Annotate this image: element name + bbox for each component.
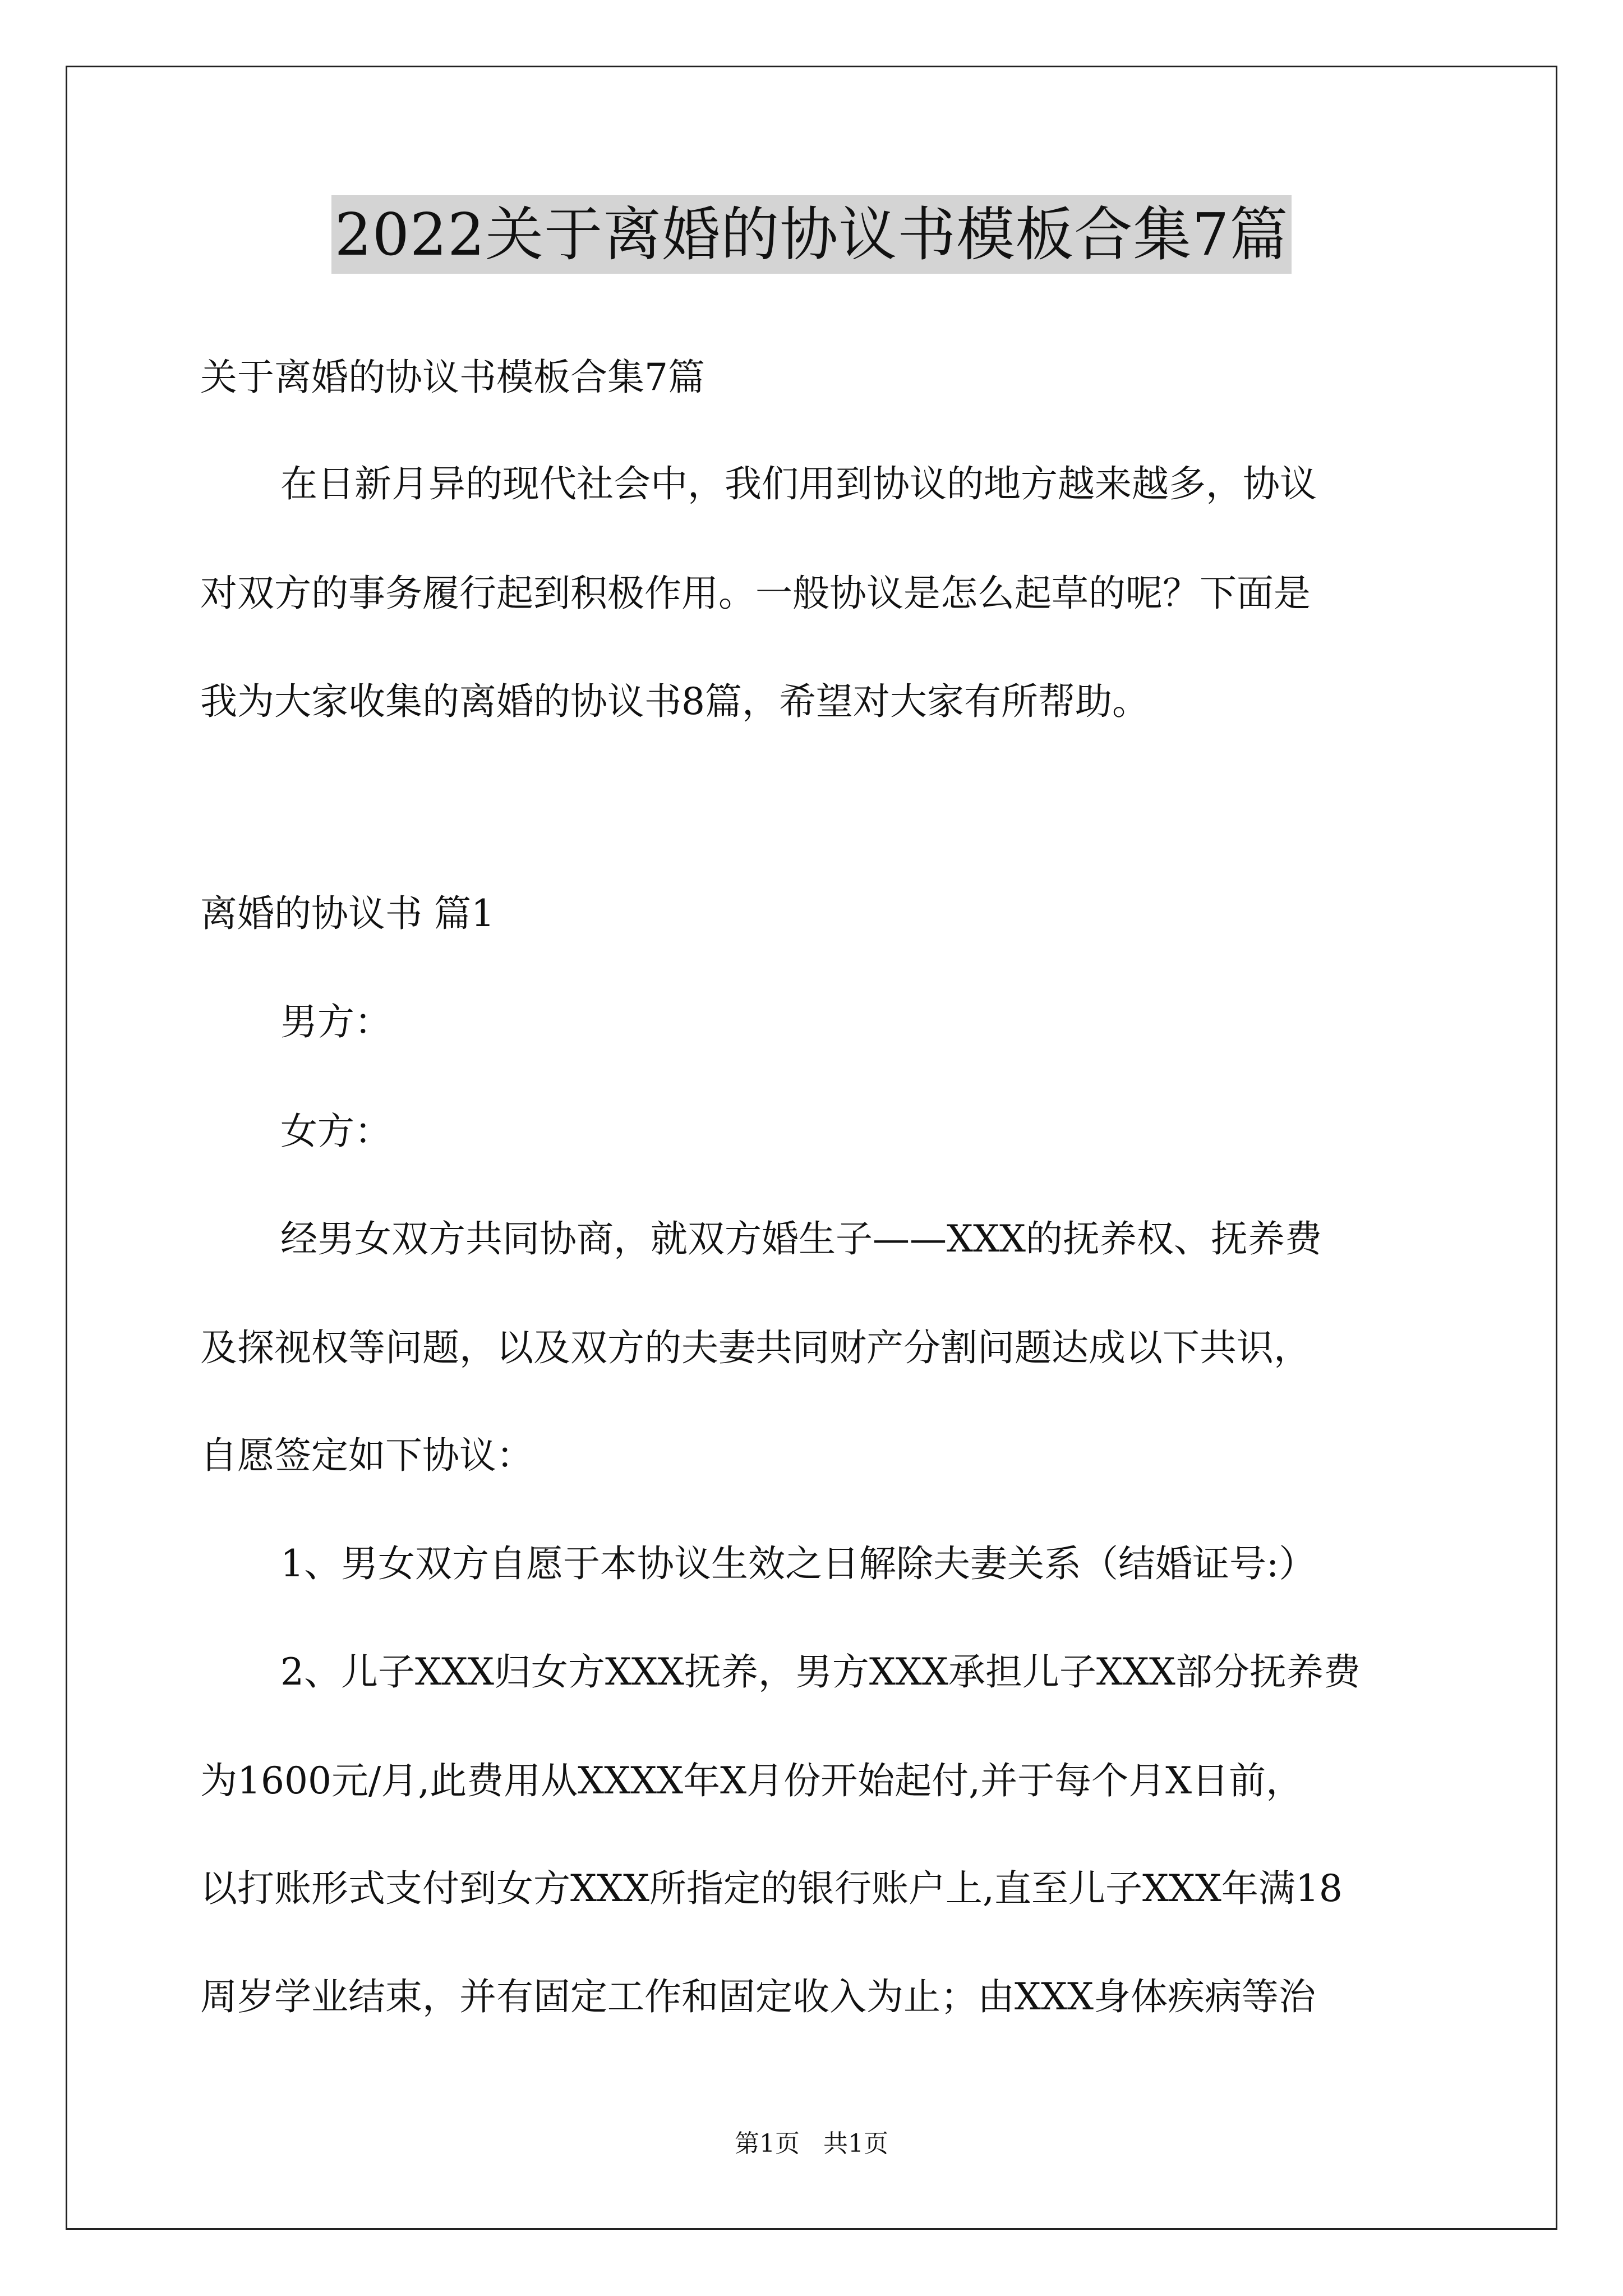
document-subtitle: 关于离婚的协议书模板合集7篇 bbox=[200, 356, 705, 399]
section-heading: 离婚的协议书 篇1 bbox=[200, 892, 495, 935]
body-line-2: 及探视权等问题，以及双方的夫妻共同财产分割问题达成以下共识， bbox=[200, 1326, 1311, 1369]
clause-2-line-1: 2、儿子XXX归女方XXX抚养，男方XXX承担儿子XXX部分抚养费 bbox=[280, 1650, 1361, 1694]
body-line-3: 自愿签定如下协议： bbox=[200, 1434, 533, 1477]
intro-line-2: 对双方的事务履行起到积极作用。一般协议是怎么起草的呢？下面是 bbox=[200, 572, 1311, 615]
clause-1: 1、男女双方自愿于本协议生效之日解除夫妻关系（结婚证号:） bbox=[280, 1542, 1316, 1585]
intro-line-1: 在日新月异的现代社会中，我们用到协议的地方越来越多，协议 bbox=[280, 462, 1317, 505]
male-party-label: 男方： bbox=[280, 1000, 391, 1043]
title-container bbox=[0, 195, 1623, 274]
document-title: 2022关于离婚的协议书模板合集7篇 bbox=[331, 195, 1292, 274]
intro-line-3: 我为大家收集的离婚的协议书8篇，希望对大家有所帮助。 bbox=[200, 680, 1149, 723]
body-line-1: 经男女双方共同协商，就双方婚生子——XXX的抚养权、抚养费 bbox=[280, 1217, 1322, 1260]
page-footer: 第1页 共1页 bbox=[735, 2129, 888, 2158]
female-party-label: 女方： bbox=[280, 1110, 391, 1153]
clause-2-line-3: 以打账形式支付到女方XXX所指定的银行账户上,直至儿子XXX年满18 bbox=[200, 1867, 1343, 1910]
clause-2-line-4: 周岁学业结束，并有固定工作和固定收入为止；由XXX身体疾病等治 bbox=[200, 1975, 1316, 2018]
clause-2-line-2: 为1600元/月,此费用从XXXX年X月份开始起付,并于每个月X日前， bbox=[200, 1759, 1303, 1802]
